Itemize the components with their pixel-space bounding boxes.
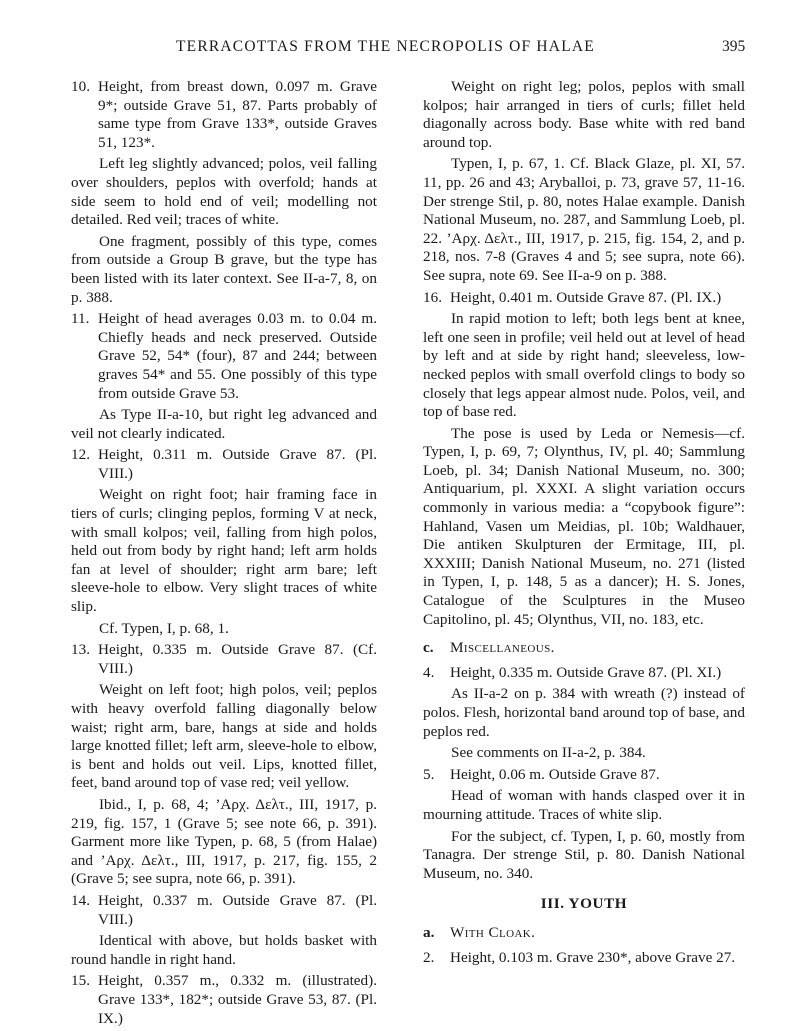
entry-reference: Cf. Typen, I, p. 68, 1. <box>99 619 229 637</box>
subsection-heading <box>423 924 745 943</box>
entry-description: As Type II-a-10, but right leg advanced and veil not clearly indicated. <box>71 406 377 442</box>
entry-description: One fragment, possibly of this type, comes from outside a Group B grave, but the type has been listed with its later context. See II-a-7, 8, on p. 388. <box>71 232 377 306</box>
catalog-entry <box>423 949 745 968</box>
entry-reference: The pose is used by Leda or Nemesis—cf. Typen, I, p. 69, 7; Olynthus, IV, pl. 40; Sammlung Loeb, pl. 34; Danish National Museum, no. 300; Antiquarium, pl. XXXI. A slight variation occurs commonly in various media: a “copybook figure”: Hahland, Vasen um Meidias, pl. 10b; Waldhauer, Die antiken Skulpturen der Ermitage, III, pl. XXXIII; Danish National Museum, no. 271 (listed in Typen, I, p. 148, 5 as a dancer); H. S. Jones, Catalogue of the Sculptures in the Museo Capitolino, pl. 45; Olynthus, VII, no. 183, etc. <box>423 424 745 628</box>
page-header <box>0 0 808 60</box>
entry-height: Height of head averages 0.03 m. to 0.04 m. Chiefly heads and neck preserved. Outside Grave 52, 54* (four), 87 and 244; between graves 54* and 55. One possibly of this type from outside Grave 53. <box>98 310 377 402</box>
entry-height: Height, 0.401 m. Outside Grave 87. (Pl. IX.) <box>450 288 722 306</box>
entry-number: 13. <box>71 641 90 659</box>
section-heading: III. YOUTH <box>540 895 628 913</box>
running-title: TERRACOTTAS FROM THE NECROPOLIS OF HALAE <box>176 38 595 55</box>
entry-number: 12. <box>71 446 90 464</box>
entry-description: Head of woman with hands clasped over it in mourning attitude. Traces of white slip. <box>423 787 745 823</box>
entry-description: Weight on right foot; hair framing face in tiers of curls; clinging peplos, forming V at neck, with small kolpos; veil, falling from high polos, held out from body by right hand; left arm holds fan at level of shoulder; right arm bare; left sleeve-hole to elbow. Very slight traces of white slip. <box>71 486 377 616</box>
entry-height: Height, 0.103 m. Grave 230*, above Grave 27. <box>450 948 736 966</box>
left-column <box>71 78 377 1031</box>
entry-number: 16. <box>423 288 442 306</box>
entry-number: 14. <box>71 891 90 909</box>
entry-description: In rapid motion to left; both legs bent at knee, left one seen in profile; veil held out at level of head by left and at side by right hand; sleeveless, low-necked peplos with small overfold clings to body so closely that legs appear almost nude. Polos, veil, and top of base red. <box>423 310 745 421</box>
entry-number: 4. <box>423 663 435 681</box>
entry-reference: For the subject, cf. Typen, I, p. 60, mostly from Tanagra. Der strenge Stil, p. 80. Danish National Museum, no. 340. <box>423 827 745 882</box>
entry-reference: Typen, I, p. 67, 1. Cf. Black Glaze, pl. XI, 57. 11, pp. 26 and 43; Aryballoi, p. 73, grave 57, 11-16. Der strenge Stil, p. 80, notes Halae example. Danish National Museum, no. 287, and Sammlung Loeb, pl. 22. ’Αρχ. Δελτ., III, 1917, p. 215, fig. 154, 2, and p. 218, nos. 7-8 (Graves 4 and 5; see supra, note 66). See supra, note 69. See II-a-9 on p. 388. <box>423 155 745 284</box>
catalog-entry <box>71 446 377 483</box>
entry-description: Identical with above, but holds basket with round handle in right hand. <box>71 932 377 968</box>
entry-number: 2. <box>423 948 435 966</box>
catalog-entry <box>71 892 377 929</box>
catalog-entry <box>71 972 377 1028</box>
entry-number: 15. <box>71 972 90 990</box>
entry-description: Left leg slightly advanced; polos, veil falling over shoulders, peplos with overfold; hands at side seem to hold end of veil; modelling not detailed. Red veil; traces of white. <box>71 155 377 229</box>
catalog-entry <box>71 641 377 678</box>
catalog-entry <box>423 289 745 308</box>
entry-number: 11. <box>71 310 90 328</box>
entry-number: 10. <box>71 78 90 95</box>
entry-reference: Ibid., I, p. 68, 4; ’Αρχ. Δελτ., III, 1917, p. 219, fig. 157, 1 (Grave 5; see note 66, p. 391). Garment more like Typen, p. 68, 5 (from Halae) and ’Αρχ. Δελτ., III, 1917, p. 217, fig. 155, 2 (Grave 5; see supra, note 66, p. 391). <box>71 795 377 888</box>
entry-description: Weight on right leg; polos, peplos with small kolpos; hair arranged in tiers of curls; fillet held diagonally across body. Base white with red band around top. <box>423 78 745 151</box>
entry-height: Height, from breast down, 0.097 m. Grave 9*; outside Grave 51, 87. Parts probably of same type from Grave 133*, outside Graves 51, 123*. <box>98 78 377 151</box>
catalog-entry <box>423 766 745 785</box>
right-column <box>423 78 745 970</box>
entry-height: Height, 0.335 m. Outside Grave 87. (Cf. VIII.) <box>98 641 377 677</box>
entry-height: Height, 0.335 m. Outside Grave 87. (Pl. XI.) <box>450 663 722 681</box>
page-number: 395 <box>722 38 746 55</box>
catalog-entry <box>423 664 745 683</box>
entry-height: Height, 0.357 m., 0.332 m. (illustrated). Grave 133*, 182*; outside Grave 53, 87. (Pl. IX.) <box>98 972 377 1027</box>
catalog-entry <box>71 310 377 403</box>
entry-height: Height, 0.337 m. Outside Grave 87. (Pl. VIII.) <box>98 891 377 928</box>
subsection-heading <box>423 639 745 658</box>
entry-number: 5. <box>423 765 435 783</box>
entry-description: Weight on left foot; high polos, veil; peplos with heavy overfold falling diagonally below waist; right arm, bare, hangs at side and holds large knotted fillet; left arm, sleeve-hole to elbow, is bent and holds out veil. Lips, knotted fillet, feet, band around top of vase red; veil yellow. <box>71 681 377 792</box>
entry-description: As II-a-2 on p. 384 with wreath (?) instead of polos. Flesh, horizontal band around top of base, and peplos red. <box>423 685 745 740</box>
subsection-title: With Cloak. <box>450 923 536 941</box>
catalog-entry <box>71 78 377 152</box>
entry-height: Height, 0.311 m. Outside Grave 87. (Pl. VIII.) <box>98 446 377 482</box>
entry-reference: See comments on II-a-2, p. 384. <box>451 744 646 762</box>
subsection-letter: a. <box>423 923 435 941</box>
subsection-title: Miscellaneous. <box>450 639 555 657</box>
subsection-letter: c. <box>423 639 434 657</box>
entry-height: Height, 0.06 m. Outside Grave 87. <box>450 765 660 783</box>
